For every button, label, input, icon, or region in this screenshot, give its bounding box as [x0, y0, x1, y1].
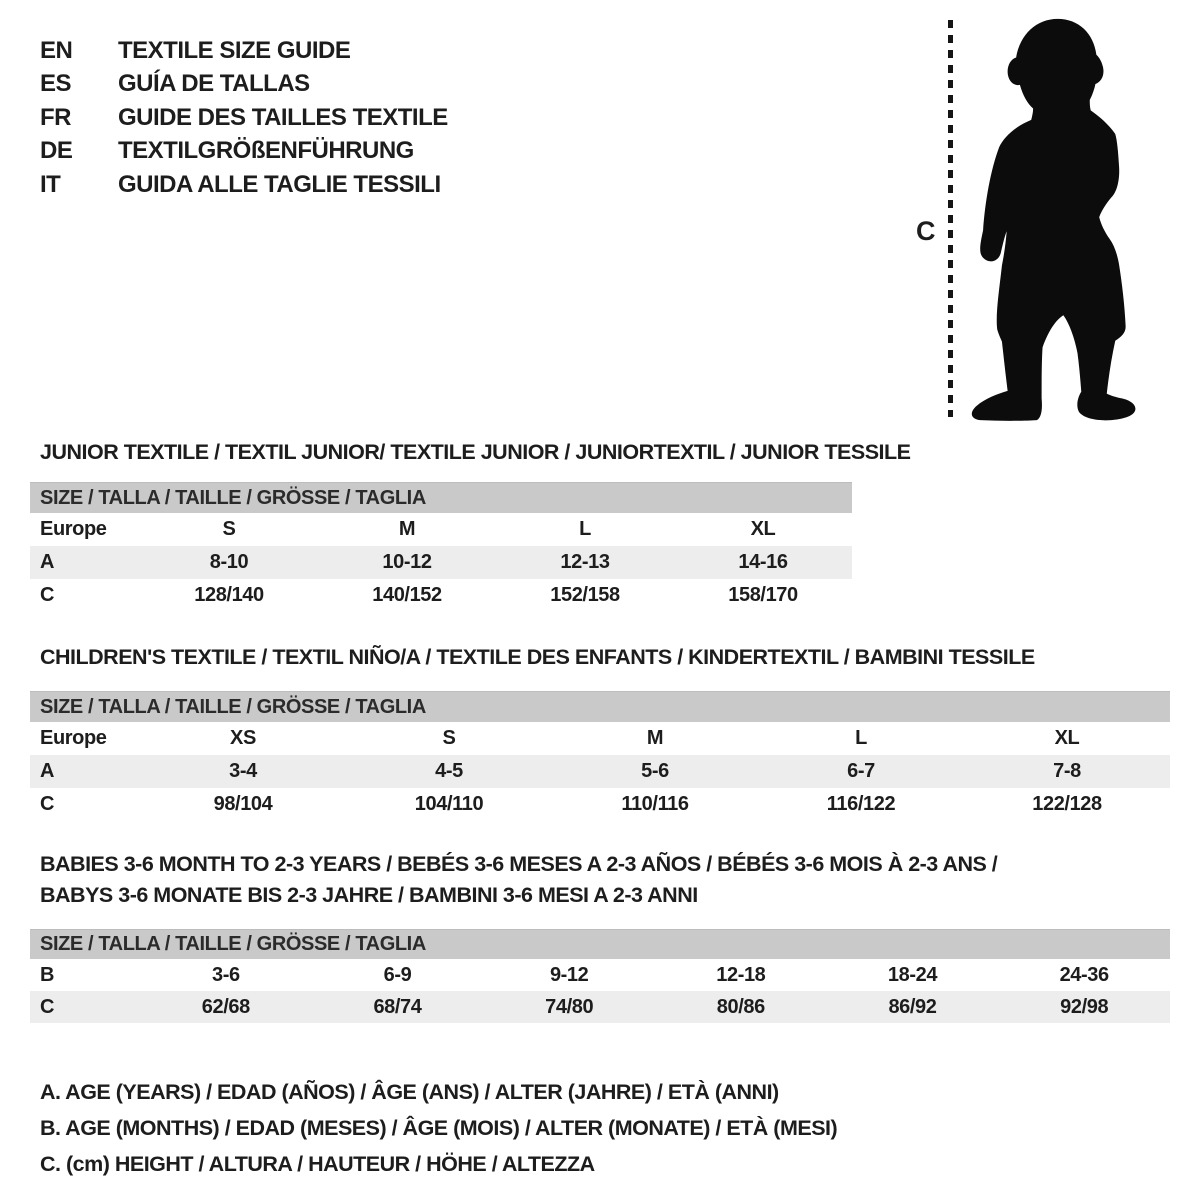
- legend-line: A. AGE (YEARS) / EDAD (AÑOS) / ÂGE (ANS) / ALTER (JAHRE) / ETÀ (ANNI): [40, 1079, 779, 1104]
- language-label: GUÍA DE TALLAS: [118, 70, 310, 98]
- table-row: [30, 513, 852, 546]
- table-cell: 12-18: [716, 963, 766, 986]
- table-cell: 8-10: [209, 551, 249, 573]
- language-label: GUIDA ALLE TAGLIE TESSILI: [118, 170, 441, 198]
- section-title-line: JUNIOR TEXTILE / TEXTIL JUNIOR/ TEXTILE JUNIOR / JUNIORTEXTIL / JUNIOR TESSILE: [40, 440, 911, 464]
- section-title-line: CHILDREN'S TEXTILE / TEXTIL NIÑO/A / TEXTILE DES ENFANTS / KINDERTEXTIL / BAMBINI TESSILE: [40, 645, 1035, 669]
- table-row: [30, 579, 852, 612]
- legend-line: B. AGE (MONTHS) / EDAD (MESES) / ÂGE (MOIS) / ALTER (MONATE) / ETÀ (MESI): [40, 1115, 838, 1140]
- language-code: ES: [40, 70, 72, 98]
- language-code: FR: [40, 103, 71, 131]
- legend-line: C. (cm) HEIGHT / ALTURA / HAUTEUR / HÖHE / ALTEZZA: [40, 1151, 595, 1176]
- table-cell: 4-5: [435, 760, 463, 782]
- table-cell: L: [579, 518, 591, 540]
- row-label: B: [40, 963, 55, 986]
- language-label: TEXTILE SIZE GUIDE: [118, 36, 351, 64]
- table-cell: 3-4: [229, 760, 257, 782]
- table-cell: 14-16: [738, 551, 788, 573]
- table-cell: 9-12: [549, 963, 589, 986]
- children-size-table: [30, 691, 1170, 821]
- row-label: Europe: [40, 727, 107, 749]
- table-cell: 6-7: [847, 760, 875, 782]
- language-row: [40, 34, 448, 68]
- table-cell: 86/92: [888, 995, 937, 1018]
- language-label: GUIDE DES TAILLES TEXTILE: [118, 103, 448, 131]
- row-label: A: [40, 551, 55, 573]
- table-row: [30, 991, 1170, 1023]
- row-label: A: [40, 760, 55, 782]
- table-row: [30, 755, 1170, 788]
- table-cell: M: [646, 727, 664, 749]
- table-cell: L: [855, 727, 867, 749]
- table-cell: 62/68: [201, 995, 250, 1018]
- size-header-bar: SIZE / TALLA / TAILLE / GRÖSSE / TAGLIA: [30, 691, 1170, 722]
- table-cell: 110/116: [621, 793, 689, 815]
- table-cell: 140/152: [372, 584, 442, 606]
- language-row: [40, 68, 448, 102]
- table-cell: XL: [1054, 727, 1080, 749]
- section-title-junior: [40, 437, 911, 468]
- table-cell: 92/98: [1060, 995, 1109, 1018]
- table-cell: S: [222, 518, 236, 540]
- row-label: C: [40, 584, 55, 606]
- table-cell: 18-24: [887, 963, 938, 986]
- language-label: TEXTILGRÖßENFÜHRUNG: [118, 137, 414, 165]
- table-cell: 128/140: [194, 584, 264, 606]
- table-cell: 6-9: [383, 963, 412, 986]
- language-code: IT: [40, 170, 61, 198]
- table-cell: XS: [230, 727, 256, 749]
- language-row: [40, 101, 448, 135]
- row-label: C: [40, 793, 55, 815]
- language-code: EN: [40, 36, 73, 64]
- table-cell: 104/110: [414, 793, 484, 815]
- babies-size-table: [30, 929, 1170, 1023]
- table-cell: 158/170: [728, 584, 798, 606]
- table-cell: 3-6: [211, 963, 240, 986]
- table-cell: 122/128: [1032, 793, 1102, 815]
- section-title-babies: [40, 849, 997, 911]
- table-cell: 152/158: [550, 584, 620, 606]
- table-cell: 74/80: [545, 995, 594, 1018]
- height-measure-dashed-line: [948, 20, 953, 417]
- table-cell: 5-6: [641, 760, 669, 782]
- table-cell: 24-36: [1059, 963, 1109, 986]
- section-title-line: BABYS 3-6 MONATE BIS 2-3 JAHRE / BAMBINI 3-6 MESI A 2-3 ANNI: [40, 883, 698, 907]
- size-header-bar: SIZE / TALLA / TAILLE / GRÖSSE / TAGLIA: [30, 929, 1170, 959]
- size-header-bar: SIZE / TALLA / TAILLE / GRÖSSE / TAGLIA: [30, 482, 852, 513]
- table-cell: 10-12: [382, 551, 432, 573]
- language-row: [40, 168, 448, 202]
- junior-size-table: [30, 482, 852, 612]
- table-cell: M: [398, 518, 416, 540]
- height-measure-label: C: [916, 216, 936, 246]
- table-cell: 68/74: [373, 995, 422, 1018]
- section-title-line: BABIES 3-6 MONTH TO 2-3 YEARS / BEBÉS 3-6 MESES A 2-3 AÑOS / BÉBÉS 3-6 MOIS À 2-3 ANS /: [40, 852, 998, 876]
- row-label: Europe: [40, 518, 107, 540]
- table-cell: 80/86: [716, 995, 765, 1018]
- table-cell: 116/122: [826, 793, 896, 815]
- table-cell: 98/104: [213, 793, 273, 815]
- toddler-silhouette-icon: [957, 16, 1147, 422]
- language-code: DE: [40, 137, 73, 165]
- language-list: [40, 34, 448, 202]
- table-cell: 12-13: [560, 551, 610, 573]
- table-row: [30, 546, 852, 579]
- row-label: C: [40, 995, 55, 1018]
- section-title-children: [40, 642, 1035, 673]
- table-row: [30, 959, 1170, 991]
- table-cell: XL: [750, 518, 776, 540]
- table-cell: S: [442, 727, 456, 749]
- table-row: [30, 722, 1170, 755]
- table-row: [30, 788, 1170, 821]
- table-cell: 7-8: [1053, 760, 1081, 782]
- language-row: [40, 135, 448, 169]
- measure-legend: [40, 1074, 837, 1182]
